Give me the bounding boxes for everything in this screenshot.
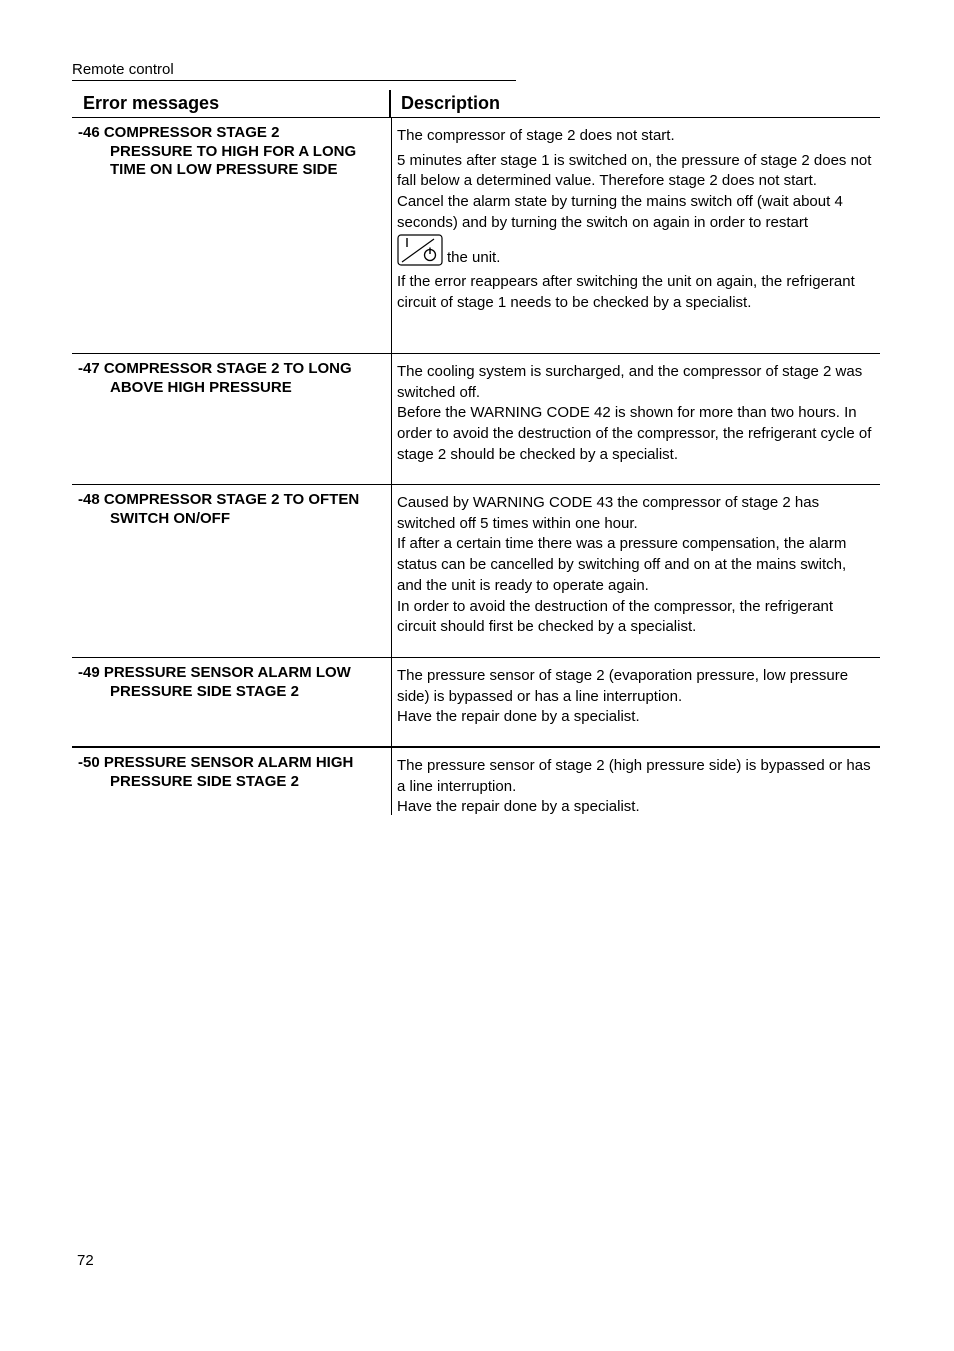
- error-text-line: SWITCH ON/OFF: [110, 509, 230, 527]
- description-paragraph: The pressure sensor of stage 2 (evaporation pressure, low pressure side) is bypassed or has a line interruption.: [397, 667, 849, 705]
- description-paragraph: The cooling system is surcharged, and the compressor of stage 2 was switched off.: [397, 363, 863, 401]
- table-row-50: [72, 748, 880, 815]
- description-paragraph: If after a certain time there was a pressure compensation, the alarm status can be cancelled by switching off and on at the mains switch, and the unit is ready to operate again.: [397, 535, 847, 594]
- error-text-line: TIME ON LOW PRESSURE SIDE: [110, 161, 338, 178]
- page-number: 72: [77, 1252, 94, 1269]
- column-header-error-messages: Error messages: [72, 90, 391, 117]
- description-paragraph: The pressure sensor of stage 2 (high pressure side) is bypassed or has a line interruption.: [397, 757, 871, 795]
- description-paragraph: Before the WARNING CODE 42 is shown for more than two hours. In order to avoid the destruction of the compressor, the refrigerant cycle of stage 2 should be checked by a specialist.: [397, 404, 872, 463]
- error-code-line: -50 PRESSURE SENSOR ALARM HIGH: [78, 754, 354, 771]
- error-text-line: PRESSURE TO HIGH FOR A LONG: [110, 142, 357, 160]
- mains-switch-icon: [397, 234, 443, 273]
- error-message-cell: [72, 658, 391, 746]
- table-row-47: [72, 354, 880, 484]
- column-header-description: Description: [401, 93, 501, 113]
- description-paragraph: Have the repair done by a specialist.: [397, 798, 640, 816]
- description-cell: [391, 118, 880, 353]
- description-paragraph-with-icon: [397, 234, 872, 273]
- description-paragraph: Have the repair done by a specialist.: [397, 708, 640, 726]
- description-cell: [391, 354, 880, 484]
- table-row-49: [72, 658, 880, 746]
- error-code-line: -46 COMPRESSOR STAGE 2: [78, 124, 280, 141]
- error-message-cell: [72, 748, 391, 815]
- error-text-line: PRESSURE SIDE STAGE 2: [110, 682, 299, 700]
- description-paragraph: In order to avoid the destruction of the compressor, the refrigerant circuit should first be checked by a specialist.: [397, 597, 834, 636]
- error-code-line: -48 COMPRESSOR STAGE 2 TO OFTEN: [78, 491, 360, 508]
- description-cell: [391, 748, 880, 815]
- error-code-line: -47 COMPRESSOR STAGE 2 TO LONG: [78, 360, 352, 377]
- table-row-48: [72, 485, 880, 657]
- description-paragraph: Caused by WARNING CODE 43 the compressor of stage 2 has switched off 5 times within one hour.: [397, 494, 820, 532]
- description-paragraph: The compressor of stage 2 does not start.: [397, 127, 675, 144]
- error-text-line: ABOVE HIGH PRESSURE: [110, 378, 292, 396]
- header-rule: [72, 80, 516, 81]
- error-text-line: PRESSURE SIDE STAGE 2: [110, 772, 299, 790]
- error-table: [72, 90, 880, 816]
- running-header: Remote control: [72, 61, 174, 78]
- error-message-cell: [72, 354, 391, 484]
- description-paragraph: 5 minutes after stage 1 is switched on, the pressure of stage 2 does not fall below a determined value. Therefore stage 2 does not start.: [397, 151, 872, 190]
- description-paragraph: If the error reappears after switching the unit on again, the refrigerant circuit of stage 1 needs to be checked by a specialist.: [397, 273, 855, 311]
- error-code-line: -49 PRESSURE SENSOR ALARM LOW: [78, 664, 351, 681]
- table-row-46: [72, 118, 880, 353]
- description-paragraph: Cancel the alarm state by turning the mains switch off (wait about 4 seconds) and by turning the switch on again in order to restart: [397, 193, 843, 231]
- description-cell: [391, 485, 880, 657]
- description-cell: [391, 658, 880, 746]
- error-message-cell: [72, 485, 391, 657]
- table-header: [72, 90, 880, 118]
- error-message-cell: [72, 118, 391, 353]
- description-text: the unit.: [447, 248, 501, 266]
